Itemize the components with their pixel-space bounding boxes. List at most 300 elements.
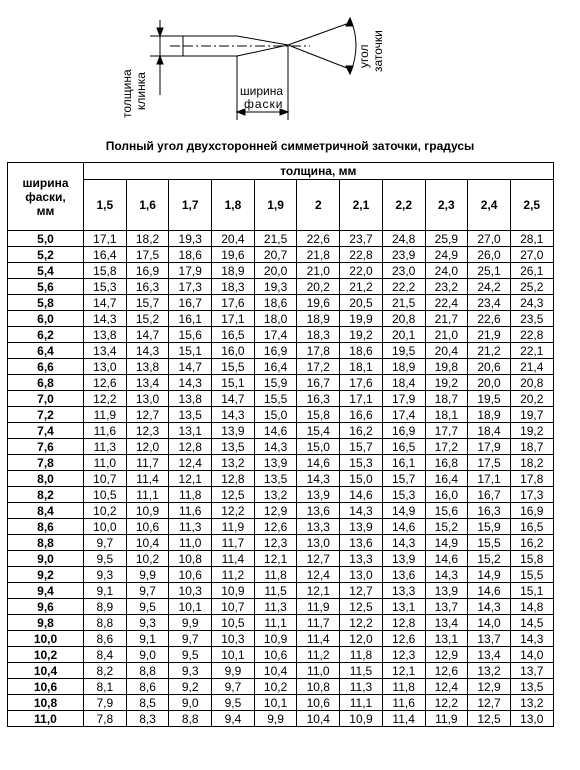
- angle-value-cell: 13,5: [212, 439, 255, 455]
- angle-value-cell: 13,4: [84, 343, 127, 359]
- angle-value-cell: 13,0: [126, 391, 169, 407]
- angle-value-cell: 13,0: [510, 711, 553, 727]
- angle-value-cell: 17,8: [510, 471, 553, 487]
- thickness-column-header: 2,5: [510, 180, 553, 231]
- angle-value-cell: 16,3: [297, 391, 340, 407]
- angle-value-cell: 16,4: [84, 247, 127, 263]
- bevel-width-cell: 7,0: [8, 391, 84, 407]
- thickness-column-header: 1,6: [126, 180, 169, 231]
- angle-value-cell: 17,6: [340, 375, 383, 391]
- angle-value-cell: 10,2: [254, 679, 297, 695]
- angle-value-cell: 11,0: [169, 535, 212, 551]
- angle-value-cell: 11,3: [340, 679, 383, 695]
- table-row: [8, 343, 554, 359]
- label-thickness-2: клинка: [134, 72, 148, 110]
- bevel-width-cell: 6,8: [8, 375, 84, 391]
- angle-value-cell: 8,6: [84, 631, 127, 647]
- table-body: [8, 231, 554, 727]
- angle-value-cell: 12,7: [340, 583, 383, 599]
- bevel-width-cell: 6,0: [8, 311, 84, 327]
- angle-value-cell: 23,5: [510, 311, 553, 327]
- table-row: [8, 535, 554, 551]
- angle-value-cell: 8,3: [126, 711, 169, 727]
- angle-value-cell: 17,1: [468, 471, 511, 487]
- angle-value-cell: 13,9: [212, 423, 255, 439]
- table-row: [8, 647, 554, 663]
- angle-value-cell: 11,0: [297, 663, 340, 679]
- angle-value-cell: 17,9: [169, 263, 212, 279]
- angle-value-cell: 14,3: [382, 535, 425, 551]
- angle-value-cell: 12,5: [468, 711, 511, 727]
- angle-value-cell: 7,8: [84, 711, 127, 727]
- bevel-width-cell: 10,4: [8, 663, 84, 679]
- bevel-width-cell: 6,2: [8, 327, 84, 343]
- thickness-column-header: 2,3: [425, 180, 468, 231]
- angle-value-cell: 15,3: [382, 487, 425, 503]
- bevel-width-cell: 10,8: [8, 695, 84, 711]
- blade-outline: [170, 36, 310, 56]
- angle-value-cell: 22,1: [510, 343, 553, 359]
- angle-value-cell: 8,2: [84, 663, 127, 679]
- table-row: [8, 471, 554, 487]
- angle-value-cell: 24,2: [468, 279, 511, 295]
- angle-value-cell: 12,3: [382, 647, 425, 663]
- angle-value-cell: 17,5: [468, 455, 511, 471]
- angle-value-cell: 18,2: [510, 455, 553, 471]
- angle-value-cell: 7,9: [84, 695, 127, 711]
- angle-value-cell: 18,1: [425, 407, 468, 423]
- angle-value-cell: 10,4: [126, 535, 169, 551]
- angle-value-cell: 9,3: [84, 567, 127, 583]
- bevel-width-cell: 10,6: [8, 679, 84, 695]
- angle-value-cell: 13,8: [169, 391, 212, 407]
- angle-value-cell: 19,5: [468, 391, 511, 407]
- angle-value-cell: 20,1: [382, 327, 425, 343]
- angle-value-cell: 17,5: [126, 247, 169, 263]
- angle-value-cell: 13,3: [382, 583, 425, 599]
- angle-value-cell: 15,7: [382, 471, 425, 487]
- table-row: [8, 679, 554, 695]
- bevel-width-cell: 9,0: [8, 551, 84, 567]
- angle-value-cell: 16,9: [510, 503, 553, 519]
- angle-value-cell: 12,7: [468, 695, 511, 711]
- angle-value-cell: 11,8: [340, 647, 383, 663]
- angle-value-cell: 13,2: [254, 487, 297, 503]
- angle-value-cell: 17,3: [510, 487, 553, 503]
- angle-value-cell: 17,2: [425, 439, 468, 455]
- thickness-column-header: 2,1: [340, 180, 383, 231]
- angle-value-cell: 12,3: [254, 535, 297, 551]
- angle-value-cell: 15,1: [510, 583, 553, 599]
- angle-value-cell: 12,0: [126, 439, 169, 455]
- angle-value-cell: 25,1: [468, 263, 511, 279]
- angle-value-cell: 16,1: [169, 311, 212, 327]
- angle-value-cell: 20,0: [468, 375, 511, 391]
- angle-value-cell: 19,5: [382, 343, 425, 359]
- table-row: [8, 391, 554, 407]
- angle-value-cell: 16,6: [340, 407, 383, 423]
- sharpening-angle-table: [7, 162, 554, 727]
- angle-value-cell: 21,4: [510, 359, 553, 375]
- thickness-column-header: 1,5: [84, 180, 127, 231]
- angle-value-cell: 14,6: [297, 455, 340, 471]
- angle-value-cell: 18,2: [126, 231, 169, 247]
- angle-value-cell: 8,8: [84, 615, 127, 631]
- corner-line-1: ширина: [22, 175, 69, 190]
- corner-header: [8, 163, 84, 231]
- angle-value-cell: 20,8: [382, 311, 425, 327]
- angle-value-cell: 8,1: [84, 679, 127, 695]
- angle-value-cell: 22,8: [510, 327, 553, 343]
- angle-value-cell: 16,3: [468, 503, 511, 519]
- angle-value-cell: 9,9: [169, 615, 212, 631]
- angle-value-cell: 13,2: [510, 695, 553, 711]
- angle-value-cell: 13,3: [340, 551, 383, 567]
- bevel-width-cell: 7,8: [8, 455, 84, 471]
- angle-value-cell: 13,0: [340, 567, 383, 583]
- angle-value-cell: 9,0: [126, 647, 169, 663]
- angle-value-cell: 17,1: [212, 311, 255, 327]
- angle-value-cell: 16,7: [169, 295, 212, 311]
- angle-value-cell: 12,1: [382, 663, 425, 679]
- angle-value-cell: 9,2: [169, 679, 212, 695]
- angle-value-cell: 11,2: [212, 567, 255, 583]
- corner-line-2: фаски,: [25, 189, 66, 204]
- angle-value-cell: 9,5: [169, 647, 212, 663]
- angle-value-cell: 14,8: [510, 599, 553, 615]
- angle-value-cell: 15,3: [340, 455, 383, 471]
- bevel-width-cell: 7,4: [8, 423, 84, 439]
- angle-value-cell: 18,7: [425, 391, 468, 407]
- angle-value-cell: 9,9: [254, 711, 297, 727]
- angle-value-cell: 18,6: [254, 295, 297, 311]
- angle-value-cell: 10,4: [297, 711, 340, 727]
- angle-value-cell: 12,9: [425, 647, 468, 663]
- angle-value-cell: 10,1: [169, 599, 212, 615]
- angle-value-cell: 20,4: [212, 231, 255, 247]
- table-row: [8, 375, 554, 391]
- angle-value-cell: 14,3: [340, 503, 383, 519]
- angle-value-cell: 11,1: [340, 695, 383, 711]
- angle-value-cell: 13,2: [468, 663, 511, 679]
- angle-value-cell: 12,6: [84, 375, 127, 391]
- angle-value-cell: 18,9: [468, 407, 511, 423]
- table-row: [8, 695, 554, 711]
- thickness-column-header: 2,4: [468, 180, 511, 231]
- angle-value-cell: 10,3: [212, 631, 255, 647]
- table-row: [8, 567, 554, 583]
- table-row: [8, 711, 554, 727]
- angle-value-cell: 14,5: [510, 615, 553, 631]
- angle-value-cell: 15,5: [254, 391, 297, 407]
- angle-value-cell: 12,7: [126, 407, 169, 423]
- angle-value-cell: 22,2: [382, 279, 425, 295]
- angle-value-cell: 15,0: [340, 471, 383, 487]
- table-row: [8, 599, 554, 615]
- angle-value-cell: 15,5: [212, 359, 255, 375]
- angle-value-cell: 12,4: [425, 679, 468, 695]
- angle-value-cell: 14,3: [212, 407, 255, 423]
- angle-value-cell: 12,5: [212, 487, 255, 503]
- bevel-width-cell: 9,4: [8, 583, 84, 599]
- thickness-group-header: толщина, мм: [84, 163, 554, 180]
- angle-value-cell: 13,9: [340, 519, 383, 535]
- angle-value-cell: 10,0: [84, 519, 127, 535]
- angle-value-cell: 12,1: [254, 551, 297, 567]
- bevel-width-cell: 11,0: [8, 711, 84, 727]
- table-row: [8, 551, 554, 567]
- label-angle-2: заточки: [371, 30, 385, 72]
- angle-value-cell: 15,9: [468, 519, 511, 535]
- angle-value-cell: 15,2: [126, 311, 169, 327]
- angle-value-cell: 15,2: [425, 519, 468, 535]
- angle-value-cell: 14,0: [510, 647, 553, 663]
- angle-value-cell: 14,3: [126, 343, 169, 359]
- label-bevel-1: ширина: [240, 84, 284, 98]
- angle-value-cell: 15,1: [169, 343, 212, 359]
- angle-value-cell: 17,9: [468, 439, 511, 455]
- angle-value-cell: 9,5: [84, 551, 127, 567]
- angle-value-cell: 16,3: [126, 279, 169, 295]
- thickness-column-header: 1,7: [169, 180, 212, 231]
- angle-value-cell: 20,6: [468, 359, 511, 375]
- angle-value-cell: 21,5: [382, 295, 425, 311]
- angle-value-cell: 23,0: [382, 263, 425, 279]
- angle-value-cell: 9,9: [212, 663, 255, 679]
- table-row: [8, 311, 554, 327]
- table-row: [8, 231, 554, 247]
- angle-value-cell: 13,4: [468, 647, 511, 663]
- angle-value-cell: 16,4: [425, 471, 468, 487]
- angle-value-cell: 13,7: [468, 631, 511, 647]
- table-row: [8, 631, 554, 647]
- angle-value-cell: 12,6: [382, 631, 425, 647]
- angle-value-cell: 19,6: [297, 295, 340, 311]
- angle-value-cell: 11,6: [84, 423, 127, 439]
- table-row: [8, 615, 554, 631]
- angle-value-cell: 21,0: [297, 263, 340, 279]
- thickness-column-header: 2: [297, 180, 340, 231]
- angle-value-cell: 12,2: [84, 391, 127, 407]
- angle-value-cell: 8,5: [126, 695, 169, 711]
- angle-value-cell: 9,3: [126, 615, 169, 631]
- angle-value-cell: 8,4: [84, 647, 127, 663]
- angle-value-cell: 9,0: [169, 695, 212, 711]
- label-bevel-2: фаски: [244, 97, 284, 111]
- angle-value-cell: 11,9: [297, 599, 340, 615]
- angle-value-cell: 18,9: [212, 263, 255, 279]
- angle-value-cell: 11,3: [84, 439, 127, 455]
- bevel-width-cell: 6,4: [8, 343, 84, 359]
- table-row: [8, 583, 554, 599]
- angle-value-cell: 10,1: [254, 695, 297, 711]
- angle-value-cell: 10,3: [169, 583, 212, 599]
- table-row: [8, 327, 554, 343]
- angle-value-cell: 21,2: [340, 279, 383, 295]
- angle-value-cell: 15,6: [425, 503, 468, 519]
- angle-value-cell: 22,0: [340, 263, 383, 279]
- angle-value-cell: 14,9: [425, 535, 468, 551]
- angle-value-cell: 10,4: [254, 663, 297, 679]
- angle-value-cell: 13,4: [425, 615, 468, 631]
- table-row: [8, 455, 554, 471]
- angle-value-cell: 12,9: [254, 503, 297, 519]
- angle-value-cell: 10,5: [212, 615, 255, 631]
- angle-value-cell: 19,3: [254, 279, 297, 295]
- angle-value-cell: 22,6: [297, 231, 340, 247]
- angle-value-cell: 16,2: [340, 423, 383, 439]
- angle-value-cell: 13,8: [126, 359, 169, 375]
- angle-value-cell: 14,3: [297, 471, 340, 487]
- angle-value-cell: 22,8: [340, 247, 383, 263]
- angle-value-cell: 11,7: [297, 615, 340, 631]
- angle-value-cell: 9,9: [126, 567, 169, 583]
- angle-value-cell: 18,9: [297, 311, 340, 327]
- angle-value-cell: 14,3: [510, 631, 553, 647]
- angle-value-cell: 12,8: [212, 471, 255, 487]
- angle-value-cell: 12,8: [169, 439, 212, 455]
- angle-value-cell: 10,8: [169, 551, 212, 567]
- angle-value-cell: 20,2: [297, 279, 340, 295]
- angle-value-cell: 17,1: [340, 391, 383, 407]
- bevel-width-cell: 6,6: [8, 359, 84, 375]
- thickness-column-header: 1,8: [212, 180, 255, 231]
- angle-value-cell: 20,4: [425, 343, 468, 359]
- thickness-column-header: 1,9: [254, 180, 297, 231]
- angle-value-cell: 21,2: [468, 343, 511, 359]
- table-row: [8, 487, 554, 503]
- angle-value-cell: 11,5: [340, 663, 383, 679]
- angle-value-cell: 23,2: [425, 279, 468, 295]
- angle-value-cell: 22,6: [468, 311, 511, 327]
- angle-value-cell: 11,7: [212, 535, 255, 551]
- angle-value-cell: 14,9: [382, 503, 425, 519]
- angle-value-cell: 23,4: [468, 295, 511, 311]
- angle-value-cell: 24,9: [425, 247, 468, 263]
- angle-value-cell: 11,4: [212, 551, 255, 567]
- angle-value-cell: 12,2: [425, 695, 468, 711]
- angle-value-cell: 25,2: [510, 279, 553, 295]
- angle-value-cell: 19,2: [425, 375, 468, 391]
- angle-value-cell: 16,5: [382, 439, 425, 455]
- angle-value-cell: 13,2: [212, 455, 255, 471]
- angle-value-cell: 12,7: [297, 551, 340, 567]
- angle-value-cell: 12,1: [169, 471, 212, 487]
- table-row: [8, 407, 554, 423]
- angle-value-cell: 14,6: [340, 487, 383, 503]
- angle-value-cell: 9,7: [212, 679, 255, 695]
- angle-value-cell: 10,2: [126, 551, 169, 567]
- angle-value-cell: 18,3: [212, 279, 255, 295]
- angle-value-cell: 12,9: [468, 679, 511, 695]
- angle-value-cell: 15,7: [126, 295, 169, 311]
- angle-value-cell: 19,7: [510, 407, 553, 423]
- angle-value-cell: 14,6: [425, 551, 468, 567]
- angle-value-cell: 10,9: [126, 503, 169, 519]
- angle-value-cell: 11,4: [382, 711, 425, 727]
- angle-value-cell: 10,7: [84, 471, 127, 487]
- angle-value-cell: 11,7: [126, 455, 169, 471]
- angle-value-cell: 15,3: [84, 279, 127, 295]
- angle-value-cell: 10,6: [126, 519, 169, 535]
- angle-value-cell: 11,6: [382, 695, 425, 711]
- angle-value-cell: 13,6: [297, 503, 340, 519]
- angle-value-cell: 13,1: [382, 599, 425, 615]
- angle-value-cell: 19,6: [212, 247, 255, 263]
- angle-value-cell: 16,9: [382, 423, 425, 439]
- table-row: [8, 439, 554, 455]
- label-angle-1: угол: [357, 44, 371, 68]
- angle-value-cell: 13,1: [425, 631, 468, 647]
- angle-value-cell: 9,5: [126, 599, 169, 615]
- angle-value-cell: 14,3: [425, 567, 468, 583]
- bevel-width-cell: 8,2: [8, 487, 84, 503]
- angle-value-cell: 14,7: [212, 391, 255, 407]
- table-row: [8, 295, 554, 311]
- angle-value-cell: 12,1: [297, 583, 340, 599]
- angle-value-cell: 11,8: [169, 487, 212, 503]
- angle-value-cell: 8,6: [126, 679, 169, 695]
- angle-value-cell: 19,9: [340, 311, 383, 327]
- thickness-dimension: [150, 20, 183, 95]
- angle-value-cell: 14,3: [84, 311, 127, 327]
- angle-value-cell: 17,2: [297, 359, 340, 375]
- angle-value-cell: 14,6: [254, 423, 297, 439]
- angle-value-cell: 18,1: [340, 359, 383, 375]
- thickness-column-header: 2,2: [382, 180, 425, 231]
- angle-value-cell: 16,0: [212, 343, 255, 359]
- angle-value-cell: 17,4: [382, 407, 425, 423]
- angle-value-cell: 14,6: [382, 519, 425, 535]
- table-row: [8, 423, 554, 439]
- angle-value-cell: 12,4: [297, 567, 340, 583]
- angle-value-cell: 18,0: [254, 311, 297, 327]
- angle-value-cell: 12,3: [126, 423, 169, 439]
- angle-value-cell: 13,5: [510, 679, 553, 695]
- bevel-width-cell: 8,0: [8, 471, 84, 487]
- angle-value-cell: 20,5: [340, 295, 383, 311]
- angle-value-cell: 15,5: [510, 567, 553, 583]
- angle-value-cell: 10,1: [212, 647, 255, 663]
- angle-value-cell: 18,6: [169, 247, 212, 263]
- label-thickness-1: толщина: [120, 69, 134, 118]
- angle-value-cell: 14,3: [254, 439, 297, 455]
- angle-value-cell: 16,2: [510, 535, 553, 551]
- table-row: [8, 263, 554, 279]
- angle-value-cell: 11,4: [297, 631, 340, 647]
- angle-value-cell: 22,4: [425, 295, 468, 311]
- bevel-width-cell: 9,8: [8, 615, 84, 631]
- angle-value-cell: 12,2: [212, 503, 255, 519]
- angle-value-cell: 13,0: [297, 535, 340, 551]
- angle-value-cell: 13,0: [84, 359, 127, 375]
- bevel-width-cell: 10,2: [8, 647, 84, 663]
- angle-value-cell: 12,8: [382, 615, 425, 631]
- angle-value-cell: 19,2: [510, 423, 553, 439]
- angle-value-cell: 13,9: [297, 487, 340, 503]
- bevel-width-cell: 9,6: [8, 599, 84, 615]
- angle-value-cell: 18,6: [340, 343, 383, 359]
- angle-value-cell: 12,0: [340, 631, 383, 647]
- angle-value-cell: 11,8: [382, 679, 425, 695]
- angle-value-cell: 27,0: [468, 231, 511, 247]
- angle-value-cell: 19,3: [169, 231, 212, 247]
- angle-value-cell: 21,8: [297, 247, 340, 263]
- bevel-width-cell: 9,2: [8, 567, 84, 583]
- angle-value-cell: 16,7: [468, 487, 511, 503]
- angle-value-cell: 13,5: [169, 407, 212, 423]
- angle-value-cell: 15,2: [468, 551, 511, 567]
